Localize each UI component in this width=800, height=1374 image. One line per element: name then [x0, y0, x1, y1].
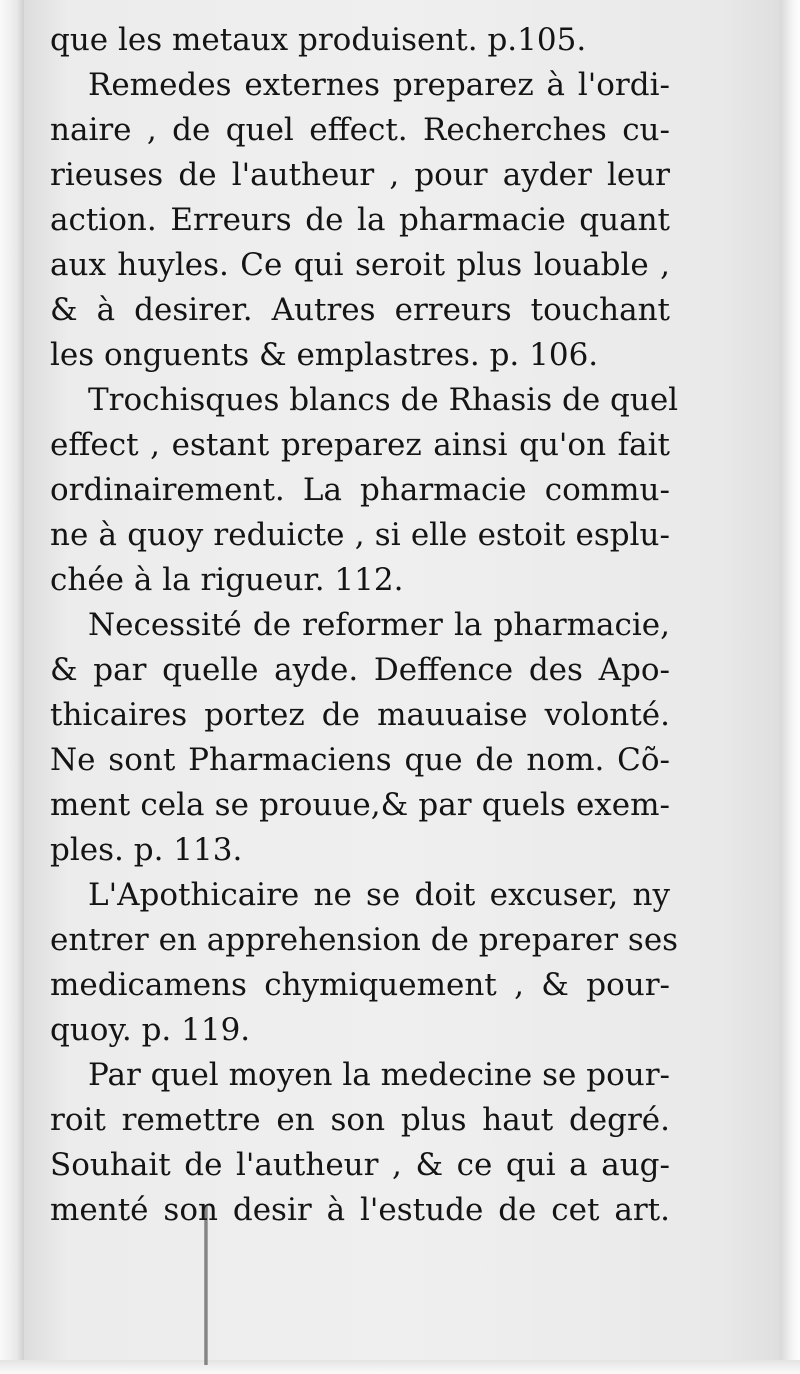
text-line: Remedes externes preparez à l'ordi- — [88, 67, 670, 103]
text-line: ne à quoy reduicte , si elle estoit esplu- — [50, 517, 670, 553]
text-line: action. Erreurs de la pharmacie quant — [50, 202, 670, 238]
text-line: quoy. p. 119. — [50, 1012, 251, 1048]
text-line: les onguents & emplastres. p. 106. — [50, 337, 599, 373]
text-line: ples. p. 113. — [50, 832, 243, 868]
page-bottom-edge — [0, 1360, 800, 1374]
text-line: Necessité de reformer la pharmacie, — [88, 607, 670, 643]
text-line: aux huyles. Ce qui seroit plus louable , — [50, 247, 670, 283]
text-line: effect , estant preparez ainsi qu'on fait — [50, 427, 670, 463]
text-line: Ne sont Pharmaciens que de nom. Cõ- — [50, 742, 670, 778]
page-right-edge — [780, 0, 800, 1374]
text-line: ment cela se prouue,& par quels exem- — [50, 787, 670, 823]
text-line: chée à la rigueur. 112. — [50, 562, 404, 598]
page-left-edge — [0, 0, 24, 1374]
index-text-block — [50, 18, 679, 1233]
text-line: roit remettre en son plus haut degré. — [50, 1102, 670, 1138]
text-line: que les metaux produisent. p.105. — [50, 22, 587, 58]
text-line: menté son desir à l'estude de cet art. — [50, 1192, 670, 1228]
text-line: medicamens chymiquement , & pour- — [50, 967, 670, 1003]
text-line: L'Apothicaire ne se doit excuser, ny — [88, 877, 670, 913]
text-line: & à desirer. Autres erreurs touchant — [50, 292, 670, 328]
text-line: thicaires portez de mauuaise volonté. — [50, 697, 670, 733]
text-line: & par quelle ayde. Deffence des Apo- — [50, 652, 670, 688]
text-line: Trochisques blancs de Rhasis de quel — [88, 382, 679, 418]
text-line: naire , de quel effect. Recherches cu- — [50, 112, 670, 148]
text-line: ordinairement. La pharmacie commu- — [50, 472, 670, 508]
text-line: rieuses de l'autheur , pour ayder leur — [50, 157, 670, 193]
text-line: Souhait de l'autheur , & ce qui a aug- — [50, 1147, 670, 1183]
text-line: Par quel moyen la medecine se pour- — [88, 1057, 670, 1093]
text-line: entrer en apprehension de preparer ses — [50, 922, 679, 958]
